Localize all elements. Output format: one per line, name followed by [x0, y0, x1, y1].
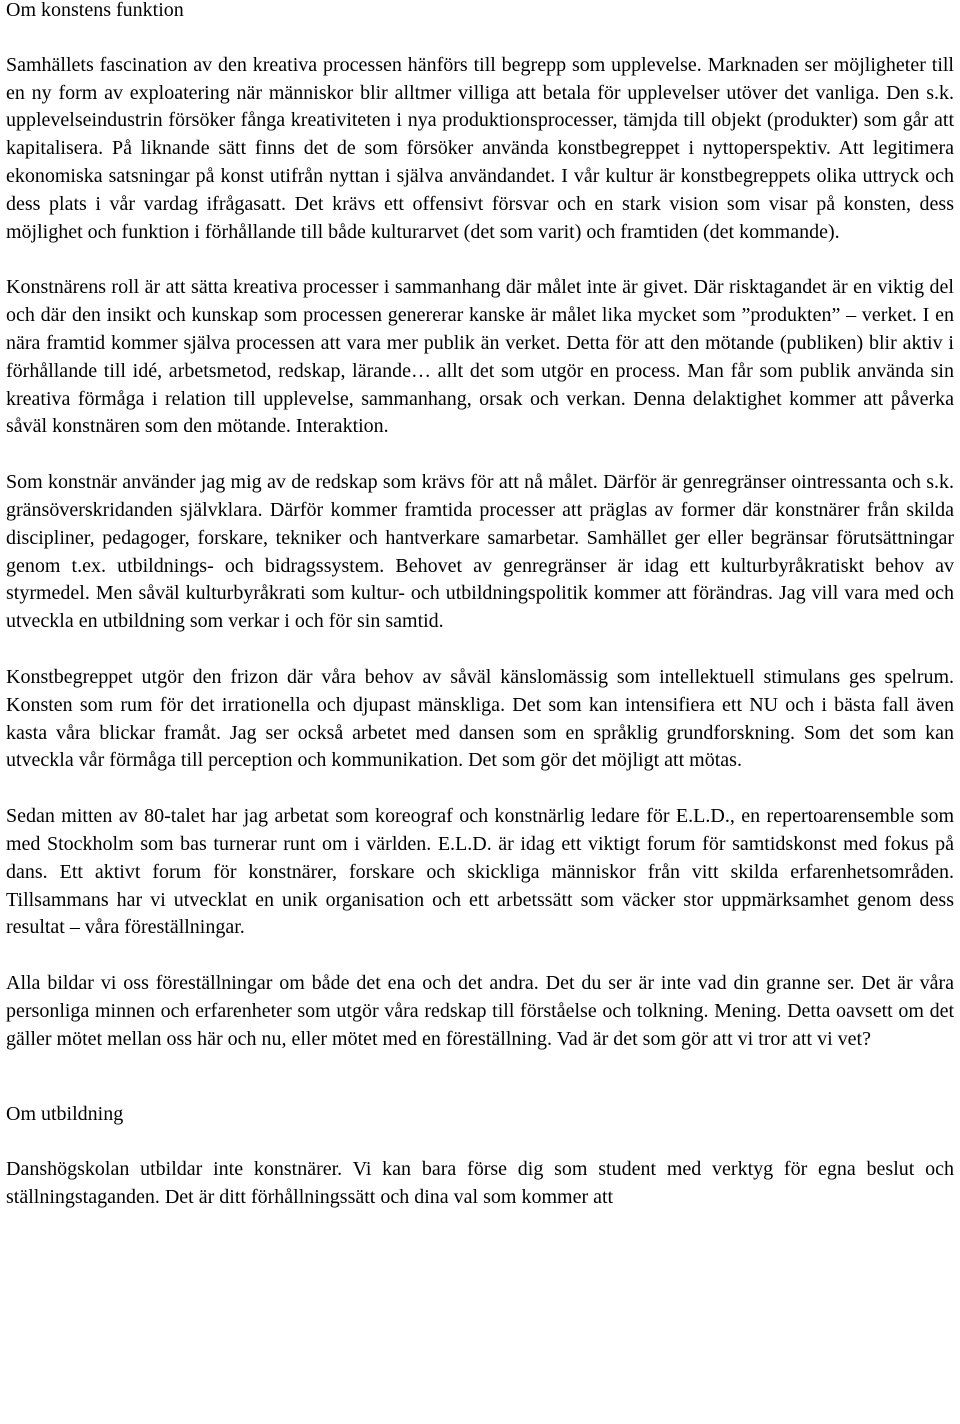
paragraph-3: Som konstnär använder jag mig av de redskap som krävs för att nå målet. Därför är genregränser ointressanta och s.k. gränsöverskridanden självklara. Därför kommer framtida processer att präglas av former där konstnärer från skilda discipliner, pedagoger, forskare, tekniker och hantverkare samarbetar. Samhället ger eller begränsar förutsättningar genom t.ex. utbildnings- och bidragssystem. Behovet av genregränser är idag ett kulturbyråkratiskt behov av styrmedel. Men såväl kulturbyråkrati som kultur- och utbildningspolitik kommer att förändras. Jag vill vara med och utveckla en utbildning som verkar i och för sin samtid.: [6, 471, 954, 633]
spacer: [6, 942, 954, 970]
spacer: [6, 1128, 954, 1156]
section-heading-utbildning: Om utbildning: [6, 1102, 124, 1125]
spacer: [6, 636, 954, 664]
document-page: [6, 0, 954, 1424]
spacer: [6, 25, 954, 52]
spacer: [6, 1054, 954, 1101]
paragraph-1: Samhällets fascination av den kreativa processen hänförs till begrepp som upplevelse. Marknaden ser möjligheter till en ny form av exploatering när människor blir alltmer villiga att betala för upplevelser utöver det vanliga. Den s.k. upplevelseindustrin försöker fånga kreativiteten i nya produktionsprocesser, tämjda till objekt (produkter) som går att kapitalisera. På liknande sätt finns det de som försöker använda konstbegreppet i nyttoperspektiv. Att legitimera ekonomiska satsningar på konst utifrån nyttan i själva användandet. I vår kultur är konstbegreppets olika uttryck och dess plats i vår vardag ifrågasatt. Det krävs ett offensivt försvar och en stark vision som visar på konsten, dess möjlighet och funktion i förhållande till både kulturarvet (det som varit) och framtiden (det kommande).: [6, 53, 954, 243]
spacer: [6, 441, 954, 469]
section-heading-konstens-funktion: Om konstens funktion: [6, 0, 184, 21]
spacer: [6, 775, 954, 803]
paragraph-final: Danshögskolan utbildar inte konstnärer. Vi kan bara förse dig som student med verktyg för egna beslut och ställningstaganden. Det är ditt förhållningssätt och dina val som kommer att: [6, 1158, 954, 1209]
paragraph-5: Sedan mitten av 80-talet har jag arbetat som koreograf och konstnärlig ledare för E.L.D., en repertoarensemble som med Stockholm som bas turnerar runt om i världen. E.L.D. är idag ett viktigt forum för samtidskonst med fokus på dans. Ett aktivt forum för konstnärer, forskare och skickliga människor från vitt skilda erfarenhetsområden. Tillsammans har vi utvecklat en unik organisation och ett arbetssätt som väcker stor uppmärksamhet genom dess resultat – våra föreställningar.: [6, 805, 954, 939]
spacer: [6, 246, 954, 274]
paragraph-2: Konstnärens roll är att sätta kreativa processer i sammanhang där målet inte är givet. Där risktagandet är en viktig del och där den insikt och kunskap som processen genererar kanske är målet lika mycket som ”produkten” – verket. I en nära framtid kommer själva processen att vara mer publik än verket. Detta för att den mötande (publiken) blir aktiv i förhållande till idé, arbetsmetod, redskap, lärande… allt det som utgör en process. Man får som publik använda sin kreativa förmåga i relation till upplevelse, sammanhang, orsak och verkan. Denna delaktighet kommer att påverka såväl konstnären som den mötande. Interaktion.: [6, 276, 954, 438]
paragraph-6: Alla bildar vi oss föreställningar om både det ena och det andra. Det du ser är inte vad din granne ser. Det är våra personliga minnen och erfarenheter som utgör våra redskap till förståelse och tolkning. Mening. Detta oavsett om det gäller mötet mellan oss här och nu, eller mötet med en föreställning. Vad är det som gör att vi tror att vi vet?: [6, 972, 954, 1050]
paragraph-4: Konstbegreppet utgör den frizon där våra behov av såväl känslomässig som intellektuell stimulans ges spelrum. Konsten som rum för det irrationella och djupast mänskliga. Det som kan intensifiera ett NU och i bästa fall även kasta våra blickar framåt. Jag ser också arbetet med dansen som en språklig grundforskning. Som det som kan utveckla vår förmåga till perception och kommunikation. Det som gör det möjligt att mötas.: [6, 665, 954, 772]
